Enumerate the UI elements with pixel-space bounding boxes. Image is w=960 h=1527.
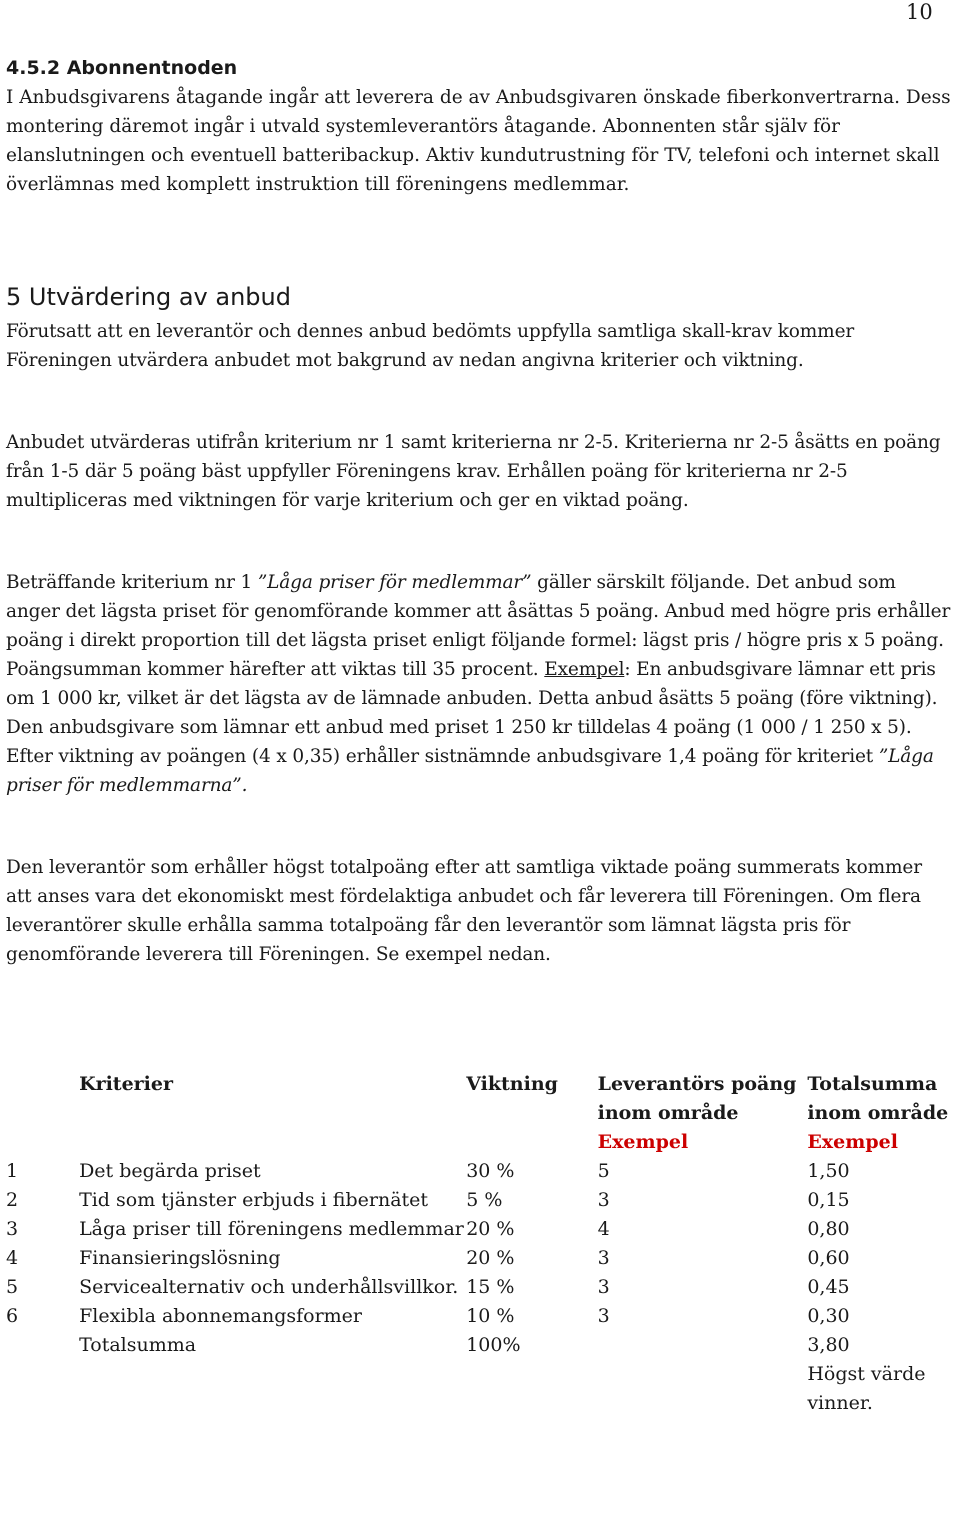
section-5-paragraph-2: Anbudet utvärderas utifrån kriterium nr 1 samt kriterierna nr 2-5. Kriterierna nr 2-5 åsätts en poäng från 1-5 där 5 poäng bäst uppfyller Föreningens krav. Erhållen poäng för kriterierna nr 2-5 multipliceras med viktningen för varje kriterium och ger en viktad poäng. [6,432,941,511]
row-nr: 5 [6,1276,19,1298]
row-points: 3 [597,1189,610,1211]
table-row [0,1215,960,1244]
header-weight: Viktning [466,1073,558,1095]
sum-total [807,1331,960,1418]
page-number: 10 [906,0,933,24]
sum-label: Totalsumma [79,1334,197,1356]
evaluation-table [0,1070,960,1418]
row-total: 0,60 [807,1247,850,1269]
table-row [0,1157,960,1186]
header-total-example: Exempel [807,1131,898,1153]
p3-example-label: Exempel [544,659,625,680]
row-points: 3 [597,1305,610,1327]
row-total: 0,15 [807,1189,850,1211]
p3-criterion-name: ”Låga priser för medlemmar” [257,572,532,593]
row-points: 4 [597,1218,610,1240]
section-5-paragraph-3 [6,568,951,800]
row-total: 1,50 [807,1160,850,1182]
header-nr [0,1070,79,1157]
row-weight: 20 % [466,1218,515,1240]
table-row [0,1273,960,1302]
section-452-body: I Anbudsgivarens åtagande ingår att leverera de av Anbudsgivaren önskade fiberkonvertrarna. Dess montering däremot ingår i utvald systemleverantörs åtagande. Abonnenten står själv för elanslutningen och eventuell batteribackup. Aktiv kundutrustning för TV, telefoni och internet skall överlämnas med komplett instruktion till föreningens medlemmar. [6,87,951,195]
header-supplier-points-label: Leverantörs poäng inom område [597,1073,797,1124]
row-criterion: Flexibla abonnemangsformer [79,1305,363,1327]
table-row [0,1186,960,1215]
sum-weight: 100% [466,1334,521,1356]
header-criteria: Kriterier [79,1073,173,1095]
row-weight: 20 % [466,1247,515,1269]
p3-criterion-name-end: ”Låga priser för medlemmarna”. [6,746,934,796]
sum-points [598,1331,808,1418]
row-weight: 10 % [466,1305,515,1327]
row-nr: 4 [6,1247,19,1269]
p3-text-b: gäller särskilt följande. Det anbud som anger det lägsta priset för genomförande kommer att åsättas 5 poäng. Anbud med högre pris erhåller poäng i direkt proportion till det lägsta priset enligt följande formel: lägst pris / högre pris x 5 poäng. Poängsumman kommer härefter att viktas till 35 procent. [6,572,951,680]
row-nr: 3 [6,1218,19,1240]
row-weight: 30 % [466,1160,515,1182]
row-nr: 6 [6,1305,19,1327]
p3-text-c: : En anbudsgivare lämnar ett pris om 1 000 kr, vilket är det lägsta av de lämnade anbuden. Detta anbud åsätts 5 poäng (före viktning). Den anbudsgivare som lämnar ett anbud med priset 1 250 kr tilldelas 4 poäng (1 000 / 1 250 x 5). Efter viktning av poängen (4 x 0,35) erhåller sistnämnde anbudsgivare 1,4 poäng för kriteriet [6,659,938,767]
sum-total-note: Högst värde vinner. [807,1363,926,1414]
row-weight: 15 % [466,1276,515,1298]
sum-nr [0,1331,79,1418]
row-total: 0,30 [807,1305,850,1327]
sum-total-value: 3,80 [807,1334,850,1356]
header-total [807,1070,960,1157]
header-supplier-points-example: Exempel [597,1131,689,1153]
section-5-paragraph-4: Den leverantör som erhåller högst totalpoäng efter att samtliga viktade poäng summerats kommer att anses vara det ekonomiskt mest fördelaktiga anbudet och får leverera till Föreningen. Om flera leverantörer skulle erhålla samma totalpoäng får den leverantör som lämnat lägsta pris för genomförande leverera till Föreningen. Se exempel nedan. [6,857,922,965]
row-total: 0,80 [807,1218,850,1240]
section-heading-5: 5 Utvärdering av anbud [6,283,291,311]
table-row [0,1302,960,1331]
row-criterion: Servicealternativ och underhållsvillkor. [79,1276,459,1298]
row-points: 3 [597,1276,610,1298]
row-nr: 2 [6,1189,19,1211]
row-criterion: Finansieringslösning [79,1247,281,1269]
table-row [0,1244,960,1273]
header-total-label: Totalsumma inom område [807,1073,949,1124]
p3-text-a: Beträffande kriterium nr 1 [6,572,258,593]
section-heading-452: 4.5.2 Abonnentnoden [6,57,238,79]
header-supplier-points [598,1070,808,1157]
row-criterion: Låga priser till föreningens medlemmar [79,1218,464,1240]
section-5-paragraph-1: Förutsatt att en leverantör och dennes anbud bedömts uppfylla samtliga skall-krav kommer Föreningen utvärdera anbudet mot bakgrund av nedan angivna kriterier och viktning. [6,321,855,371]
row-points: 3 [597,1247,610,1269]
table-header-row [0,1070,960,1157]
row-nr: 1 [6,1160,19,1182]
row-points: 5 [597,1160,610,1182]
row-criterion: Tid som tjänster erbjuds i fibernätet [79,1189,429,1211]
table-sum-row [0,1331,960,1418]
row-total: 0,45 [807,1276,850,1298]
row-weight: 5 % [466,1189,503,1211]
row-criterion: Det begärda priset [79,1160,261,1182]
